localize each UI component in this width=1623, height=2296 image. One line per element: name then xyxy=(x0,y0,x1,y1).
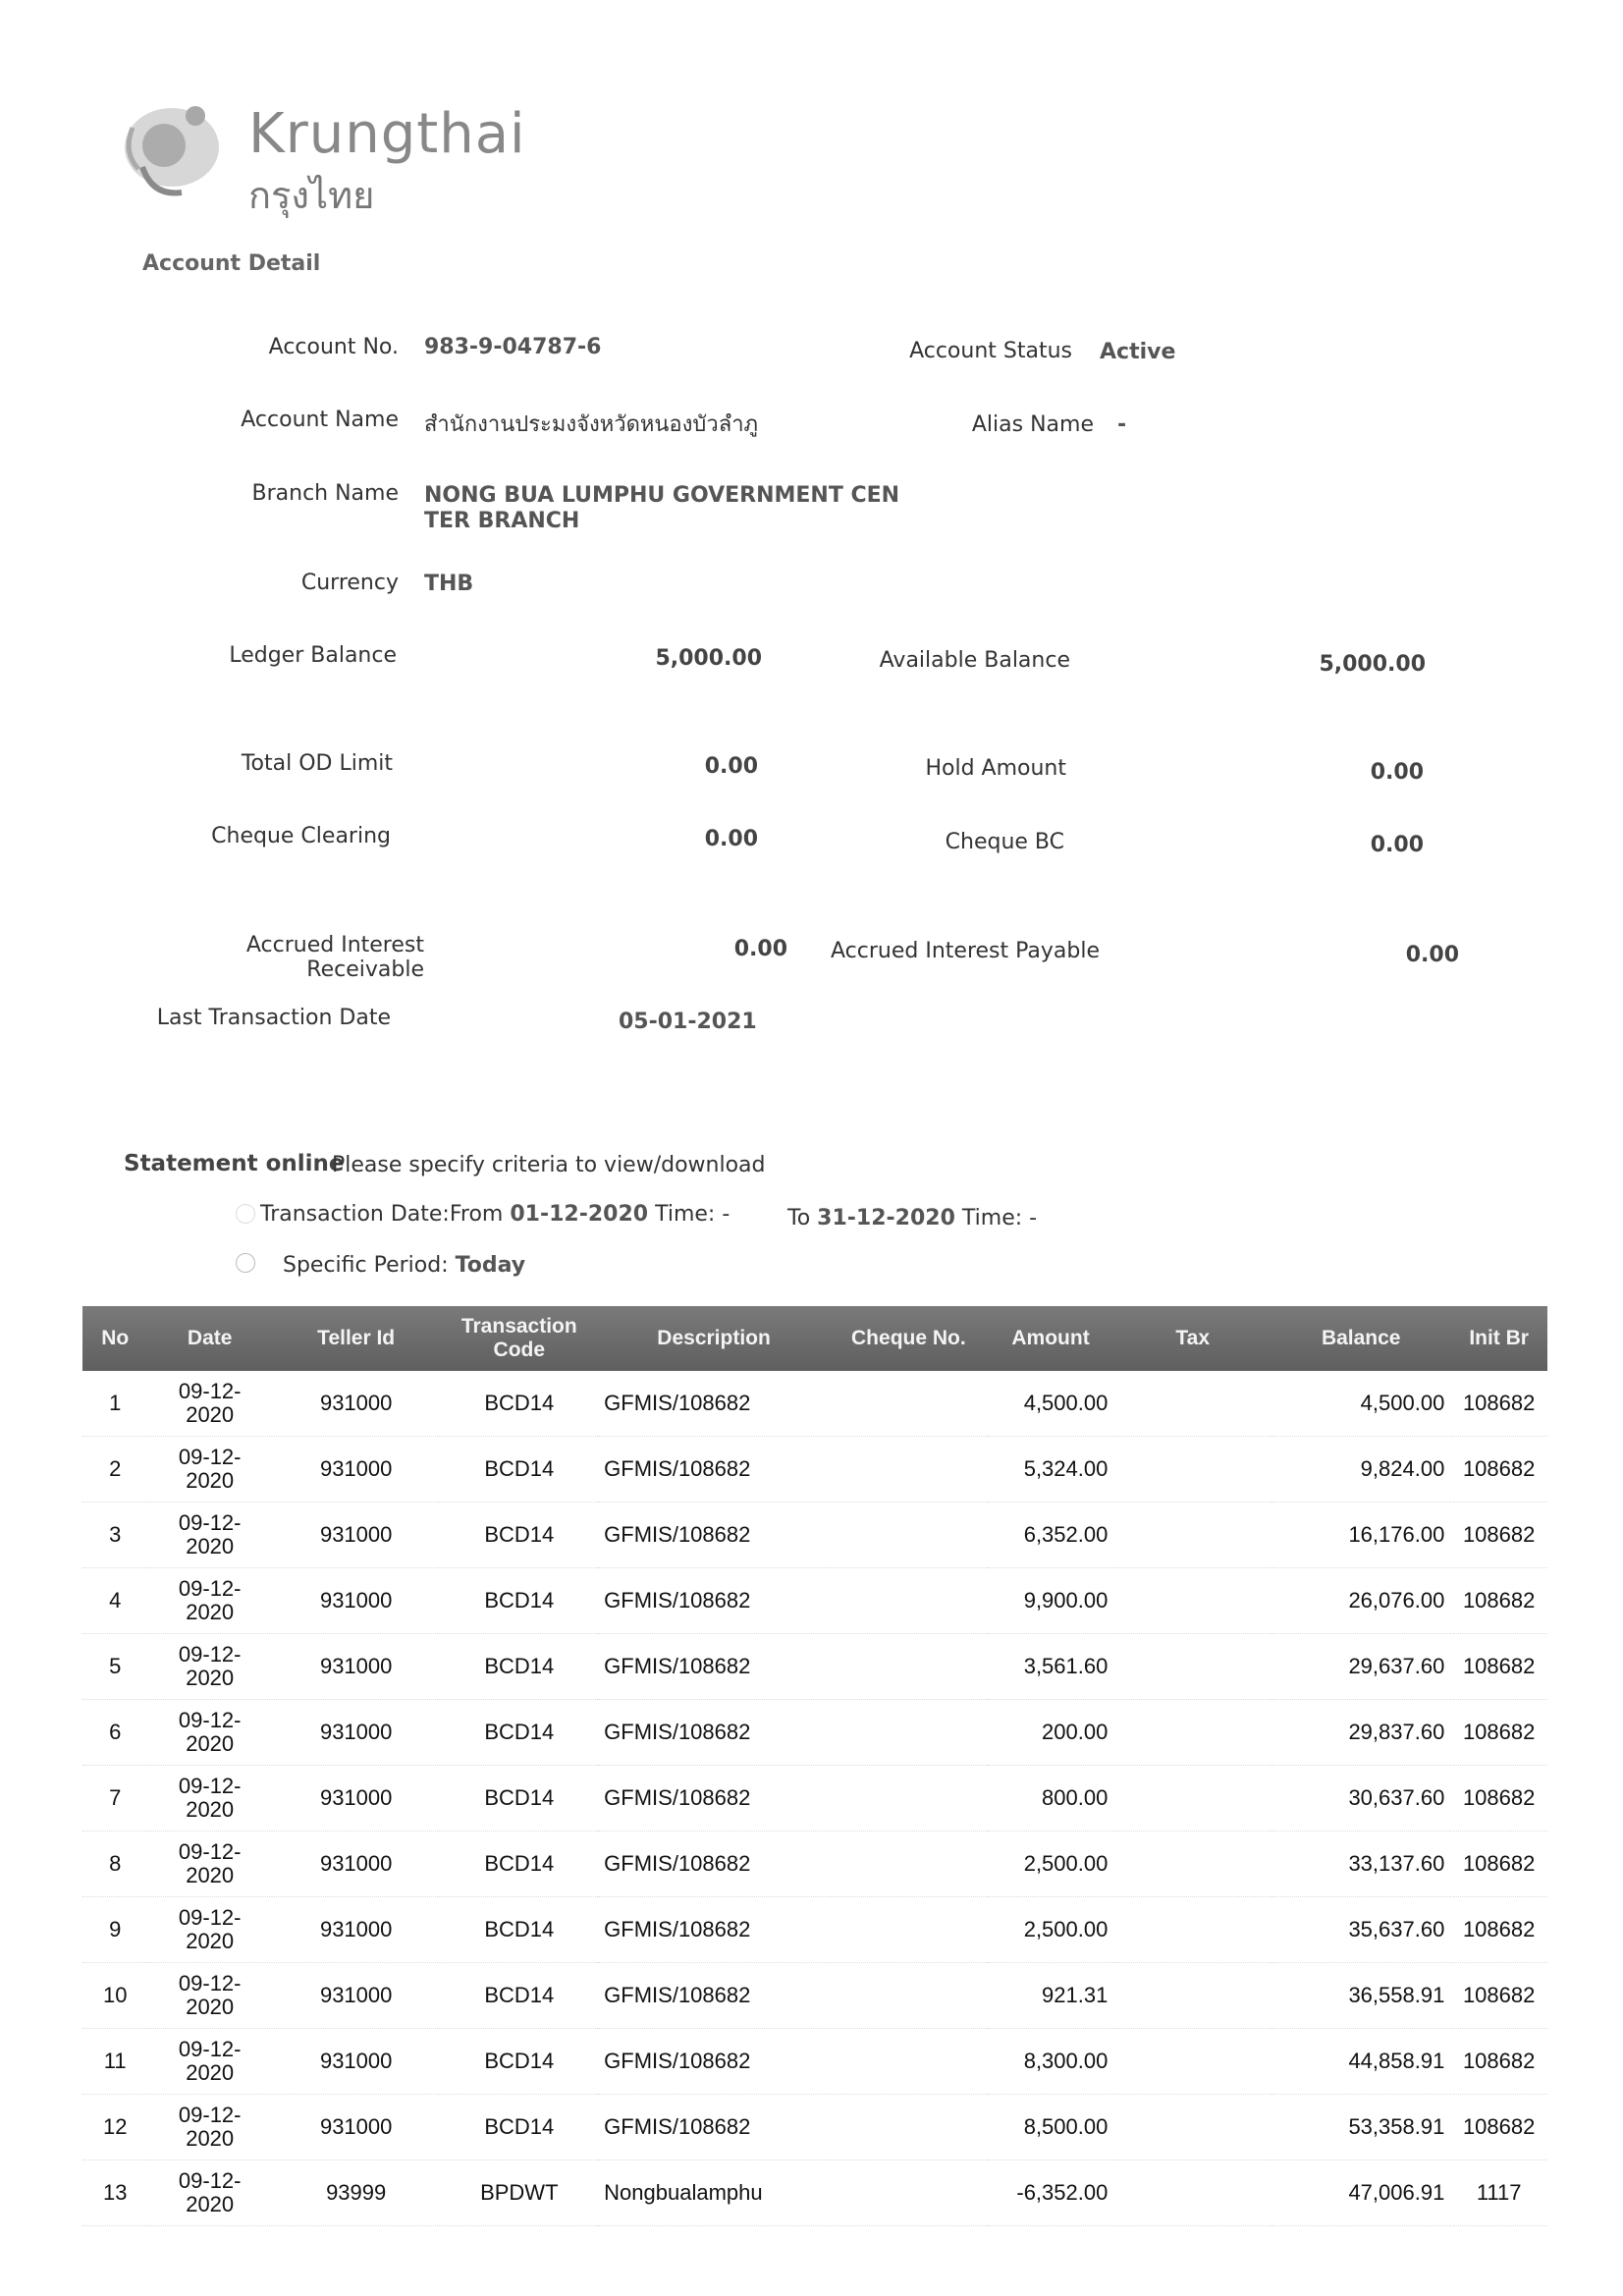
ledger-balance-label: Ledger Balance xyxy=(229,643,397,668)
row-no: 4 xyxy=(82,1568,147,1634)
row-date xyxy=(147,1766,271,1831)
row-date xyxy=(147,1963,271,2029)
row-date-line2: 2020 xyxy=(186,1731,235,1756)
row-no: 1 xyxy=(82,1371,147,1437)
available-balance-value: 5,000.00 xyxy=(1319,652,1426,677)
row-cheque-no xyxy=(830,1634,988,1700)
row-date xyxy=(147,2095,271,2160)
row-init-br: 108682 xyxy=(1450,1634,1547,1700)
row-transaction-code: BPDWT xyxy=(440,2160,598,2226)
row-teller-id: 931000 xyxy=(272,2095,440,2160)
row-date-line2: 2020 xyxy=(186,1468,235,1493)
row-description: GFMIS/108682 xyxy=(598,1700,830,1766)
accrued-interest-payable-value: 0.00 xyxy=(1405,943,1459,967)
row-no: 2 xyxy=(82,1437,147,1503)
row-amount: 200.00 xyxy=(988,1700,1114,1766)
col-header-init-br: Init Br xyxy=(1450,1306,1547,1371)
row-cheque-no xyxy=(830,2029,988,2095)
row-balance: 36,558.91 xyxy=(1271,1963,1450,2029)
transaction-date-label: Transaction Date:From xyxy=(260,1202,504,1227)
row-teller-id: 931000 xyxy=(272,1963,440,2029)
last-transaction-date-value: 05-01-2021 xyxy=(619,1010,757,1034)
row-date-line2: 2020 xyxy=(186,1863,235,1887)
row-cheque-no xyxy=(830,1371,988,1437)
row-init-br: 108682 xyxy=(1450,1897,1547,1963)
row-no: 13 xyxy=(82,2160,147,2226)
row-amount: 8,300.00 xyxy=(988,2029,1114,2095)
row-date xyxy=(147,2160,271,2226)
row-transaction-code: BCD14 xyxy=(440,1831,598,1897)
row-date-line1: 09-12- xyxy=(178,1774,242,1798)
row-date-line2: 2020 xyxy=(186,2192,235,2216)
row-description: GFMIS/108682 xyxy=(598,1503,830,1568)
row-tax xyxy=(1113,1634,1271,1700)
row-balance: 29,837.60 xyxy=(1271,1700,1450,1766)
row-description: Nongbualamphu xyxy=(598,2160,830,2226)
section-title: Account Detail xyxy=(142,251,321,276)
specific-period-radio[interactable] xyxy=(236,1253,255,1273)
specific-period-value: Today xyxy=(455,1253,526,1278)
row-date-line2: 2020 xyxy=(186,1995,235,2019)
last-transaction-date-label: Last Transaction Date xyxy=(156,1006,391,1030)
time-to-label: Time: xyxy=(961,1206,1023,1230)
branch-name-line1: NONG BUA LUMPHU GOVERNMENT CEN xyxy=(424,483,900,508)
row-tax xyxy=(1113,1371,1271,1437)
row-init-br: 108682 xyxy=(1450,1503,1547,1568)
row-init-br: 108682 xyxy=(1450,1437,1547,1503)
row-date xyxy=(147,1831,271,1897)
row-tax xyxy=(1113,1568,1271,1634)
row-teller-id: 931000 xyxy=(272,1568,440,1634)
hold-amount-value: 0.00 xyxy=(1370,760,1424,785)
row-init-br: 108682 xyxy=(1450,1371,1547,1437)
row-balance: 26,076.00 xyxy=(1271,1568,1450,1634)
specific-period-label: Specific Period: xyxy=(283,1253,449,1278)
table-row xyxy=(82,1634,1547,1700)
date-from-value: 01-12-2020 xyxy=(510,1202,649,1227)
table-row xyxy=(82,1568,1547,1634)
row-init-br: 108682 xyxy=(1450,2029,1547,2095)
row-no: 11 xyxy=(82,2029,147,2095)
row-date xyxy=(147,1503,271,1568)
row-date-line2: 2020 xyxy=(186,1797,235,1822)
table-row xyxy=(82,1766,1547,1831)
row-date-line1: 09-12- xyxy=(178,1708,242,1732)
row-description: GFMIS/108682 xyxy=(598,1766,830,1831)
row-date-line2: 2020 xyxy=(186,2126,235,2151)
row-tax xyxy=(1113,1897,1271,1963)
table-row xyxy=(82,2160,1547,2226)
alias-name-label: Alias Name xyxy=(971,412,1094,437)
cheque-bc-value: 0.00 xyxy=(1370,833,1424,857)
brand-name-th: กรุงไทย xyxy=(248,174,375,217)
row-date xyxy=(147,1897,271,1963)
row-transaction-code: BCD14 xyxy=(440,1568,598,1634)
cheque-clearing-value: 0.00 xyxy=(704,827,758,851)
row-balance: 9,824.00 xyxy=(1271,1437,1450,1503)
account-no-label: Account No. xyxy=(268,335,399,359)
row-teller-id: 93999 xyxy=(272,2160,440,2226)
col-header-transaction-code: Transaction Code xyxy=(440,1306,598,1371)
row-init-br: 108682 xyxy=(1450,1963,1547,2029)
row-description: GFMIS/108682 xyxy=(598,2029,830,2095)
currency-label: Currency xyxy=(300,571,399,595)
row-date-line1: 09-12- xyxy=(178,1642,242,1667)
row-balance: 33,137.60 xyxy=(1271,1831,1450,1897)
row-init-br: 1117 xyxy=(1450,2160,1547,2226)
row-amount: 2,500.00 xyxy=(988,1897,1114,1963)
hold-amount-label: Hold Amount xyxy=(925,756,1066,781)
row-date-line2: 2020 xyxy=(186,1534,235,1558)
row-transaction-code: BCD14 xyxy=(440,1634,598,1700)
row-date xyxy=(147,1634,271,1700)
table-row xyxy=(82,1831,1547,1897)
row-teller-id: 931000 xyxy=(272,1437,440,1503)
row-cheque-no xyxy=(830,1897,988,1963)
row-amount: 3,561.60 xyxy=(988,1634,1114,1700)
row-tax xyxy=(1113,2029,1271,2095)
col-header-teller-id: Teller Id xyxy=(272,1306,440,1371)
col-header-amount: Amount xyxy=(988,1306,1114,1371)
row-date-line1: 09-12- xyxy=(178,2103,242,2127)
date-to-value: 31-12-2020 xyxy=(817,1206,955,1230)
branch-name-label: Branch Name xyxy=(251,481,399,506)
row-no: 7 xyxy=(82,1766,147,1831)
time-to-value: - xyxy=(1029,1206,1038,1230)
col-header-date: Date xyxy=(147,1306,271,1371)
row-cheque-no xyxy=(830,1963,988,2029)
row-transaction-code: BCD14 xyxy=(440,2029,598,2095)
col-header-no: No xyxy=(82,1306,147,1371)
row-description: GFMIS/108682 xyxy=(598,1897,830,1963)
row-teller-id: 931000 xyxy=(272,1634,440,1700)
row-date xyxy=(147,1700,271,1766)
row-no: 6 xyxy=(82,1700,147,1766)
accrued-interest-receivable-label: Accrued Interest Receivable xyxy=(245,933,424,982)
row-transaction-code: BCD14 xyxy=(440,1503,598,1568)
row-date-line2: 2020 xyxy=(186,1600,235,1624)
row-balance: 35,637.60 xyxy=(1271,1897,1450,1963)
time-from-label: Time: xyxy=(655,1202,716,1227)
row-date-line2: 2020 xyxy=(186,2060,235,2085)
row-amount: 8,500.00 xyxy=(988,2095,1114,2160)
row-balance: 47,006.91 xyxy=(1271,2160,1450,2226)
table-row xyxy=(82,2095,1547,2160)
row-description: GFMIS/108682 xyxy=(598,1634,830,1700)
row-amount: -6,352.00 xyxy=(988,2160,1114,2226)
row-balance: 53,358.91 xyxy=(1271,2095,1450,2160)
row-amount: 9,900.00 xyxy=(988,1568,1114,1634)
ledger-balance-value: 5,000.00 xyxy=(655,646,762,671)
row-no: 3 xyxy=(82,1503,147,1568)
row-amount: 4,500.00 xyxy=(988,1371,1114,1437)
krungthai-logo-icon xyxy=(113,98,231,206)
row-teller-id: 931000 xyxy=(272,1700,440,1766)
row-date-line1: 09-12- xyxy=(178,1839,242,1864)
row-transaction-code: BCD14 xyxy=(440,1700,598,1766)
row-description: GFMIS/108682 xyxy=(598,1371,830,1437)
row-description: GFMIS/108682 xyxy=(598,1831,830,1897)
row-teller-id: 931000 xyxy=(272,1766,440,1831)
transactions-table xyxy=(82,1306,1547,2226)
row-amount: 800.00 xyxy=(988,1766,1114,1831)
row-amount: 2,500.00 xyxy=(988,1831,1114,1897)
row-balance: 4,500.00 xyxy=(1271,1371,1450,1437)
account-name-value: สำนักงานประมงจังหวัดหนองบัวลำภู xyxy=(424,412,759,437)
row-cheque-no xyxy=(830,1568,988,1634)
row-date-line2: 2020 xyxy=(186,1666,235,1690)
cheque-clearing-label: Cheque Clearing xyxy=(211,824,391,848)
row-date-line1: 09-12- xyxy=(178,1510,242,1535)
table-row xyxy=(82,1963,1547,2029)
accrued-interest-receivable-value: 0.00 xyxy=(733,937,787,961)
row-date-line1: 09-12- xyxy=(178,1379,242,1403)
row-date-line1: 09-12- xyxy=(178,1576,242,1601)
row-amount: 6,352.00 xyxy=(988,1503,1114,1568)
row-init-br: 108682 xyxy=(1450,1766,1547,1831)
date-to-criteria xyxy=(787,1206,1037,1230)
row-transaction-code: BCD14 xyxy=(440,1437,598,1503)
col-header-cheque-no: Cheque No. xyxy=(830,1306,988,1371)
row-amount: 921.31 xyxy=(988,1963,1114,2029)
available-balance-label: Available Balance xyxy=(879,648,1070,673)
row-date-line1: 09-12- xyxy=(178,2037,242,2061)
row-tax xyxy=(1113,1700,1271,1766)
statement-subtitle: Please specify criteria to view/download xyxy=(332,1153,766,1177)
row-teller-id: 931000 xyxy=(272,1831,440,1897)
statement-title: Statement online xyxy=(124,1151,345,1176)
row-tax xyxy=(1113,1437,1271,1503)
row-date-line2: 2020 xyxy=(186,1402,235,1427)
table-row xyxy=(82,2029,1547,2095)
row-tax xyxy=(1113,2095,1271,2160)
account-status-label: Account Status xyxy=(909,339,1072,363)
col-header-description: Description xyxy=(598,1306,830,1371)
row-init-br: 108682 xyxy=(1450,1700,1547,1766)
row-date-line1: 09-12- xyxy=(178,2168,242,2193)
row-balance: 16,176.00 xyxy=(1271,1503,1450,1568)
row-balance: 29,637.60 xyxy=(1271,1634,1450,1700)
row-transaction-code: BCD14 xyxy=(440,1766,598,1831)
row-cheque-no xyxy=(830,2160,988,2226)
account-no-value: 983-9-04787-6 xyxy=(424,335,602,359)
row-tax xyxy=(1113,1831,1271,1897)
col-header-balance: Balance xyxy=(1271,1306,1450,1371)
row-init-br: 108682 xyxy=(1450,2095,1547,2160)
row-init-br: 108682 xyxy=(1450,1831,1547,1897)
cheque-bc-label: Cheque BC xyxy=(945,830,1064,854)
row-date-line2: 2020 xyxy=(186,1929,235,1953)
date-to-label: To xyxy=(787,1206,811,1230)
table-row xyxy=(82,1503,1547,1568)
col-header-tax: Tax xyxy=(1113,1306,1271,1371)
row-teller-id: 931000 xyxy=(272,2029,440,2095)
row-description: GFMIS/108682 xyxy=(598,1963,830,2029)
row-date xyxy=(147,1437,271,1503)
table-header-row xyxy=(82,1306,1547,1371)
row-tax xyxy=(1113,1503,1271,1568)
row-description: GFMIS/108682 xyxy=(598,1437,830,1503)
specific-period-criteria xyxy=(283,1253,525,1278)
row-cheque-no xyxy=(830,1766,988,1831)
row-date-line1: 09-12- xyxy=(178,1445,242,1469)
row-transaction-code: BCD14 xyxy=(440,2095,598,2160)
table-row xyxy=(82,1897,1547,1963)
currency-value: THB xyxy=(424,572,474,596)
row-tax xyxy=(1113,1963,1271,2029)
alias-name-value: - xyxy=(1117,412,1127,437)
row-teller-id: 931000 xyxy=(272,1503,440,1568)
row-description: GFMIS/108682 xyxy=(598,1568,830,1634)
row-init-br: 108682 xyxy=(1450,1568,1547,1634)
row-tax xyxy=(1113,1766,1271,1831)
table-row xyxy=(82,1437,1547,1503)
brand-name-en: Krungthai xyxy=(248,102,526,166)
row-no: 12 xyxy=(82,2095,147,2160)
row-date xyxy=(147,1568,271,1634)
row-cheque-no xyxy=(830,1437,988,1503)
row-no: 9 xyxy=(82,1897,147,1963)
account-name-label: Account Name xyxy=(241,408,399,432)
row-no: 8 xyxy=(82,1831,147,1897)
table-row xyxy=(82,1700,1547,1766)
row-cheque-no xyxy=(830,1503,988,1568)
row-teller-id: 931000 xyxy=(272,1371,440,1437)
row-balance: 44,858.91 xyxy=(1271,2029,1450,2095)
row-date xyxy=(147,2029,271,2095)
time-from-value: - xyxy=(722,1202,730,1227)
row-transaction-code: BCD14 xyxy=(440,1371,598,1437)
row-teller-id: 931000 xyxy=(272,1897,440,1963)
account-status-value: Active xyxy=(1100,340,1176,364)
row-no: 10 xyxy=(82,1963,147,2029)
row-no: 5 xyxy=(82,1634,147,1700)
row-cheque-no xyxy=(830,2095,988,2160)
row-cheque-no xyxy=(830,1700,988,1766)
table-row xyxy=(82,1371,1547,1437)
row-date-line1: 09-12- xyxy=(178,1971,242,1995)
row-cheque-no xyxy=(830,1831,988,1897)
row-balance: 30,637.60 xyxy=(1271,1766,1450,1831)
branch-name-line2: TER BRANCH xyxy=(424,509,580,533)
total-od-limit-label: Total OD Limit xyxy=(241,751,393,776)
row-transaction-code: BCD14 xyxy=(440,1963,598,2029)
row-transaction-code: BCD14 xyxy=(440,1897,598,1963)
row-date-line1: 09-12- xyxy=(178,1905,242,1930)
row-tax xyxy=(1113,2160,1271,2226)
accrued-interest-payable-label: Accrued Interest Payable xyxy=(831,939,1100,963)
transaction-date-criteria xyxy=(260,1202,730,1227)
row-date xyxy=(147,1371,271,1437)
row-amount: 5,324.00 xyxy=(988,1437,1114,1503)
transaction-date-radio[interactable] xyxy=(236,1204,255,1224)
row-description: GFMIS/108682 xyxy=(598,2095,830,2160)
total-od-limit-value: 0.00 xyxy=(704,754,758,779)
